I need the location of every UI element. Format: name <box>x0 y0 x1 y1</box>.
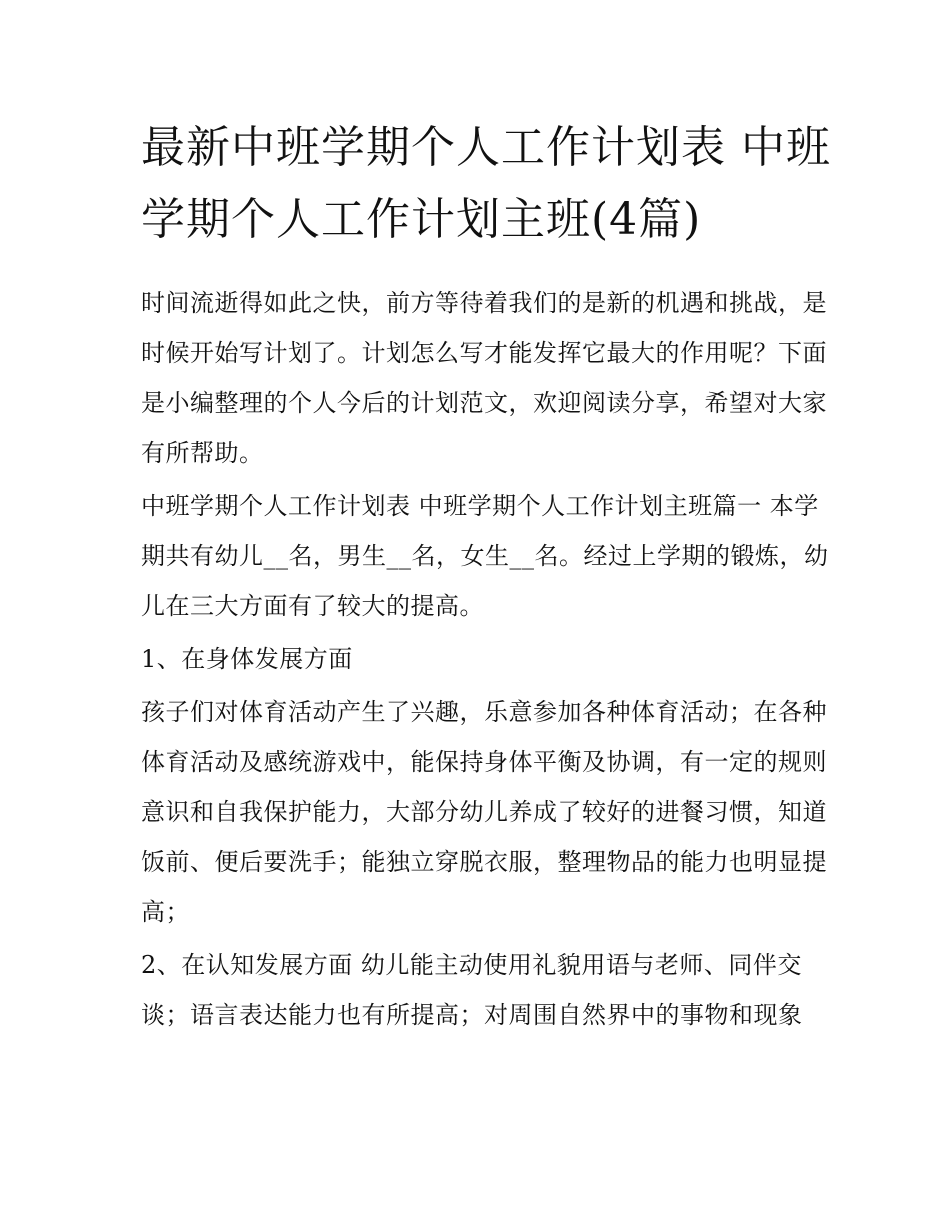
section-intro-paragraph: 中班学期个人工作计划表 中班学期个人工作计划主班篇一 本学期共有幼儿__名，男生__名，女生__名。经过上学期的锻炼，幼儿在三大方面有了较大的提高。 <box>141 492 829 620</box>
document-page <box>141 112 831 1043</box>
cognitive-development-paragraph: 2、在认知发展方面 幼儿能主动使用礼貌用语与老师、同伴交谈；语言表达能力也有所提高；对周围自然界中的事物和现象 <box>141 951 803 1029</box>
section-heading-physical: 1、在身体发展方面 <box>141 645 353 673</box>
intro-paragraph: 时间流逝得如此之快，前方等待着我们的是新的机遇和挑战，是时候开始写计划了。计划怎么写才能发挥它最大的作用呢？下面是小编整理的个人今后的计划范文，欢迎阅读分享，希望对大家有所帮助。 <box>141 289 827 467</box>
document-title: 最新中班学期个人工作计划表 中班学期个人工作计划主班(4篇) <box>141 122 831 245</box>
physical-development-paragraph: 孩子们对体育活动产生了兴趣，乐意参加各种体育活动；在各种体育活动及感统游戏中，能保持身体平衡及协调，有一定的规则意识和自我保护能力，大部分幼儿养成了较好的进餐习惯，知道饭前、便后要洗手；能独立穿脱衣服，整理物品的能力也明显提高； <box>141 698 827 926</box>
document-body <box>141 278 831 1040</box>
